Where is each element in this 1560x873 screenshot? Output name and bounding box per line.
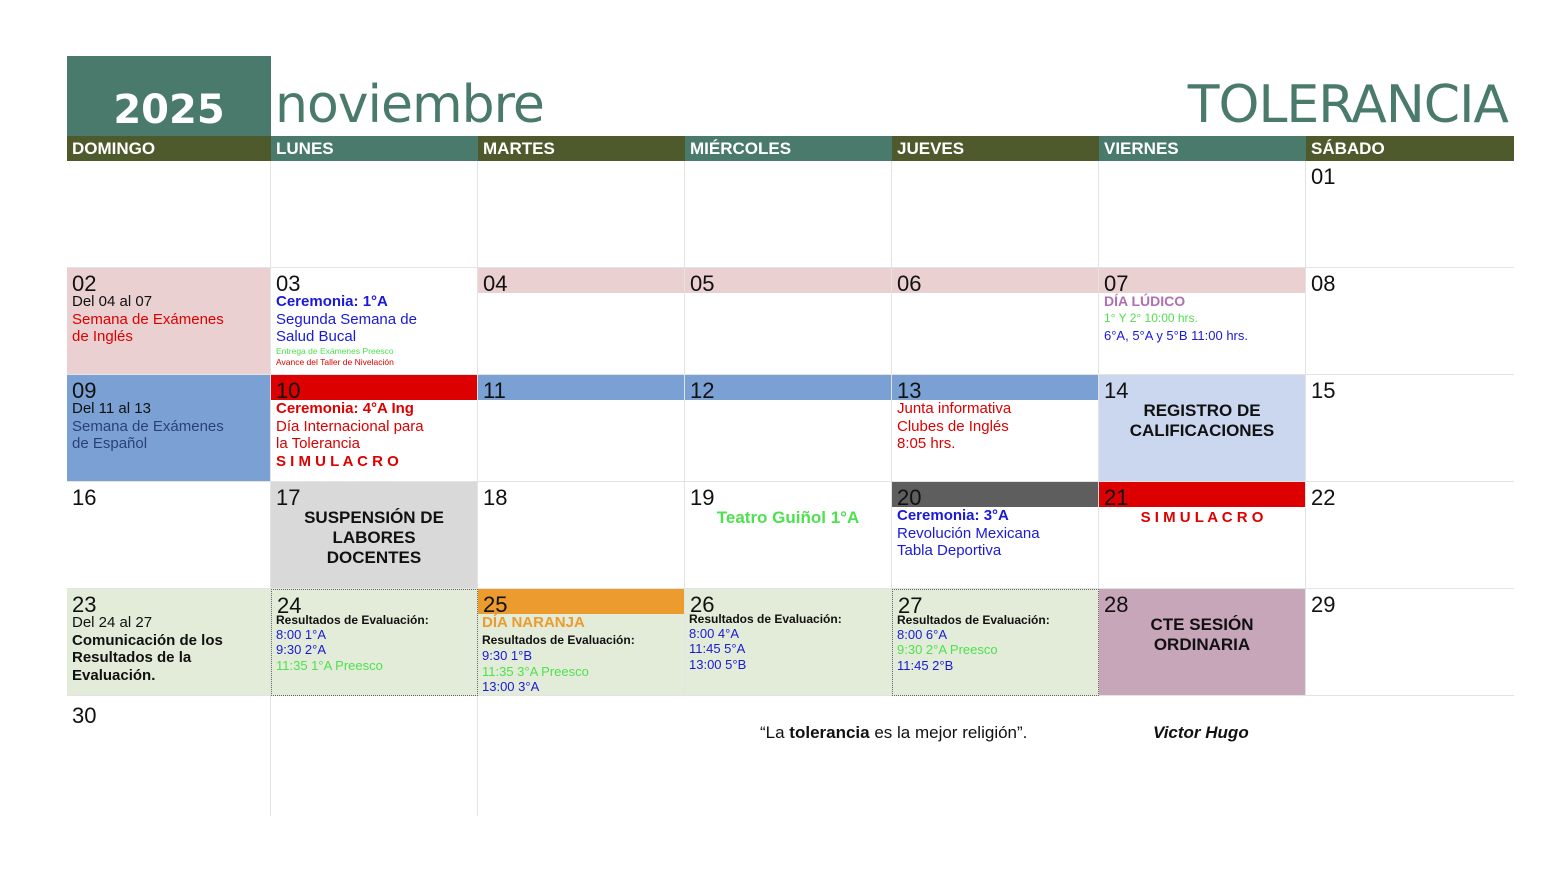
event-line: ORDINARIA [1153,635,1251,654]
day-cell-02 [67,268,271,375]
day-cell-04 [478,268,685,375]
event-line: CALIFICACIONES [1129,421,1275,440]
day-number: 18 [483,485,508,510]
day-number: 21 [1104,485,1129,510]
weekday-sunday: DOMINGO [67,136,271,161]
event-line: 11:45 2°B [897,658,954,673]
day-number: 03 [276,271,301,296]
event-line: Semana de Exámenes [72,417,224,435]
quote-area [478,696,1514,816]
day-cell-30 [67,696,271,816]
event-line: 11:45 5°A [689,641,746,656]
day-number: 23 [72,592,97,617]
weekday-friday: VIERNES [1099,136,1306,161]
day-cell-26 [685,589,892,696]
quote-text [760,723,1027,743]
day-number: 10 [276,378,301,403]
day-number: 11 [483,378,506,403]
day-strip [1099,482,1305,510]
month-title: noviembre [275,75,544,135]
day-cell-14 [1099,375,1306,482]
event-line: 13:00 3°A [482,679,540,694]
event-line: 9:30 2°A Preesco [897,642,998,657]
weekday-saturday: SÁBADO [1306,136,1514,161]
simulacro-label: S I M U L A C R O [1140,509,1264,526]
event-line: Teatro Guiñol 1°A [716,508,860,527]
day-cell-20 [892,482,1099,589]
event-line: Resultados de Evaluación: [276,613,429,627]
day-cell-15 [1306,375,1514,482]
day-number: 12 [690,378,715,403]
day-number: 22 [1311,485,1336,510]
event-line: REGISTRO DE [1143,401,1261,420]
day-number: 05 [690,271,715,296]
event-line: LABORES [332,528,416,547]
event-line: Tabla Deportiva [897,542,1002,559]
day-number: 16 [72,485,97,510]
simulacro-label: S I M U L A C R O [276,452,399,470]
day-cell-11 [478,375,685,482]
event-line: Del 24 al 27 [72,614,153,631]
day-number: 19 [690,485,715,510]
day-number: 25 [483,592,508,617]
day-cell-17 [271,482,478,589]
year-box [67,56,271,136]
day-number: 04 [483,271,508,296]
event-line: Resultados de la [72,649,192,666]
theme-title: TOLERANCIA [1187,75,1508,135]
day-cell-18 [478,482,685,589]
day-cell-19 [685,482,892,589]
event-line: 8:00 4°A [689,626,740,641]
day-cell-03 [271,268,478,375]
event-line: DOCENTES [326,548,422,567]
day-cell-08 [1306,268,1514,375]
day-number: 02 [72,271,97,296]
event-line: Evaluación. [72,666,156,684]
event-line: CTE SESIÓN [1150,615,1254,634]
day-strip [685,375,891,403]
event-line: Ceremonia: 4°A Ing [276,400,414,417]
event-line: 13:00 5°B [689,657,747,672]
empty-cell [271,696,478,816]
weekday-monday: LUNES [271,136,478,161]
event-line: DÍA NARANJA [482,614,585,631]
event-line: Ceremonia: 3°A [897,507,1009,524]
weekday-tuesday: MARTES [478,136,685,161]
event-line: SUSPENSIÓN DE [304,508,444,527]
event-line: Avance del Taller de Nivelación [276,357,394,367]
day-cell-05 [685,268,892,375]
empty-cell [478,161,685,268]
event-line: Del 04 al 07 [72,293,153,310]
event-line: 8:05 hrs. [897,435,956,452]
event-line: 6°A, 5°A y 5°B 11:00 hrs. [1104,328,1248,343]
day-cell-16 [67,482,271,589]
event-line: Clubes de Inglés [897,417,1009,435]
day-cell-22 [1306,482,1514,589]
event-line: Comunicación de los [72,631,223,649]
day-number: 28 [1104,592,1129,617]
day-strip [892,268,1098,296]
day-cell-06 [892,268,1099,375]
day-number: 07 [1104,271,1129,296]
event-line: Semana de Exámenes [72,310,224,328]
day-cell-24 [271,589,478,696]
event-line: 8:00 1°A [276,627,327,642]
event-line: la Tolerancia [276,435,360,452]
empty-cell [67,161,271,268]
event-line: DÍA LÚDICO [1104,293,1186,309]
event-line: Día Internacional para [276,417,424,435]
day-cell-27 [892,589,1099,696]
event-line: 11:35 3°A Preesco [482,664,589,679]
day-strip [892,375,1098,403]
event-line: de Español [72,435,148,452]
quote-open: “La [760,723,790,742]
empty-cell [271,161,478,268]
day-cell-13 [892,375,1099,482]
day-number: 27 [898,593,923,618]
event-line: Resultados de Evaluación: [689,612,842,626]
day-strip [478,589,684,617]
calendar [67,56,1514,816]
event-line: Entrega de Exámenes Preesco [276,345,394,356]
day-cell-09 [67,375,271,482]
day-number: 06 [897,271,922,296]
event-line: Ceremonia: 1°A [276,293,388,310]
day-strip [1099,268,1305,296]
event-line: de Inglés [72,328,133,345]
day-number: 08 [1311,271,1336,296]
day-number: 09 [72,378,97,403]
empty-cell [685,161,892,268]
day-number: 30 [72,703,97,728]
day-number: 29 [1311,592,1336,617]
weekday-thursday: JUEVES [892,136,1099,161]
day-strip [271,375,477,403]
year-label: 2025 [113,87,225,133]
day-cell-07 [1099,268,1306,375]
quote-author: Victor Hugo [1153,723,1249,742]
day-number: 24 [277,593,302,618]
day-cell-25 [478,589,685,696]
event-line: 11:35 1°A Preesco [276,658,383,673]
day-cell-12 [685,375,892,482]
event-line: 1° Y 2° 10:00 hrs. [1104,311,1198,325]
event-line: Junta informativa [897,400,1012,417]
day-cell-23 [67,589,271,696]
day-number: 13 [897,378,922,403]
day-number: 14 [1104,378,1129,403]
day-number: 26 [690,592,715,617]
event-line: 8:00 6°A [897,627,948,642]
day-strip [478,375,684,403]
day-cell-10 [271,375,478,482]
empty-cell [1099,161,1306,268]
empty-cell [892,161,1099,268]
event-line: Salud Bucal [276,328,357,345]
quote-bold-word: tolerancia [789,723,870,742]
event-line: Revolución Mexicana [897,524,1040,542]
event-line: Resultados de Evaluación: [897,613,1050,627]
day-cell-28 [1099,589,1306,696]
event-line: Del 11 al 13 [72,400,151,417]
event-line: Resultados de Evaluación: [482,633,635,647]
day-cell-29 [1306,589,1514,696]
day-number: 20 [897,485,922,510]
weekday-wednesday: MIÉRCOLES [685,136,892,161]
day-strip [685,268,891,296]
event-line: 9:30 2°A [276,642,327,657]
quote-rest: es la mejor religión”. [869,723,1028,742]
day-strip [892,482,1098,510]
day-number: 17 [276,485,301,510]
day-cell-01 [1306,161,1514,268]
event-line: Segunda Semana de [276,310,417,328]
day-number: 01 [1311,164,1336,189]
day-cell-21 [1099,482,1306,589]
event-line: 9:30 1°B [482,648,533,663]
day-strip [478,268,684,296]
day-number: 15 [1311,378,1336,403]
